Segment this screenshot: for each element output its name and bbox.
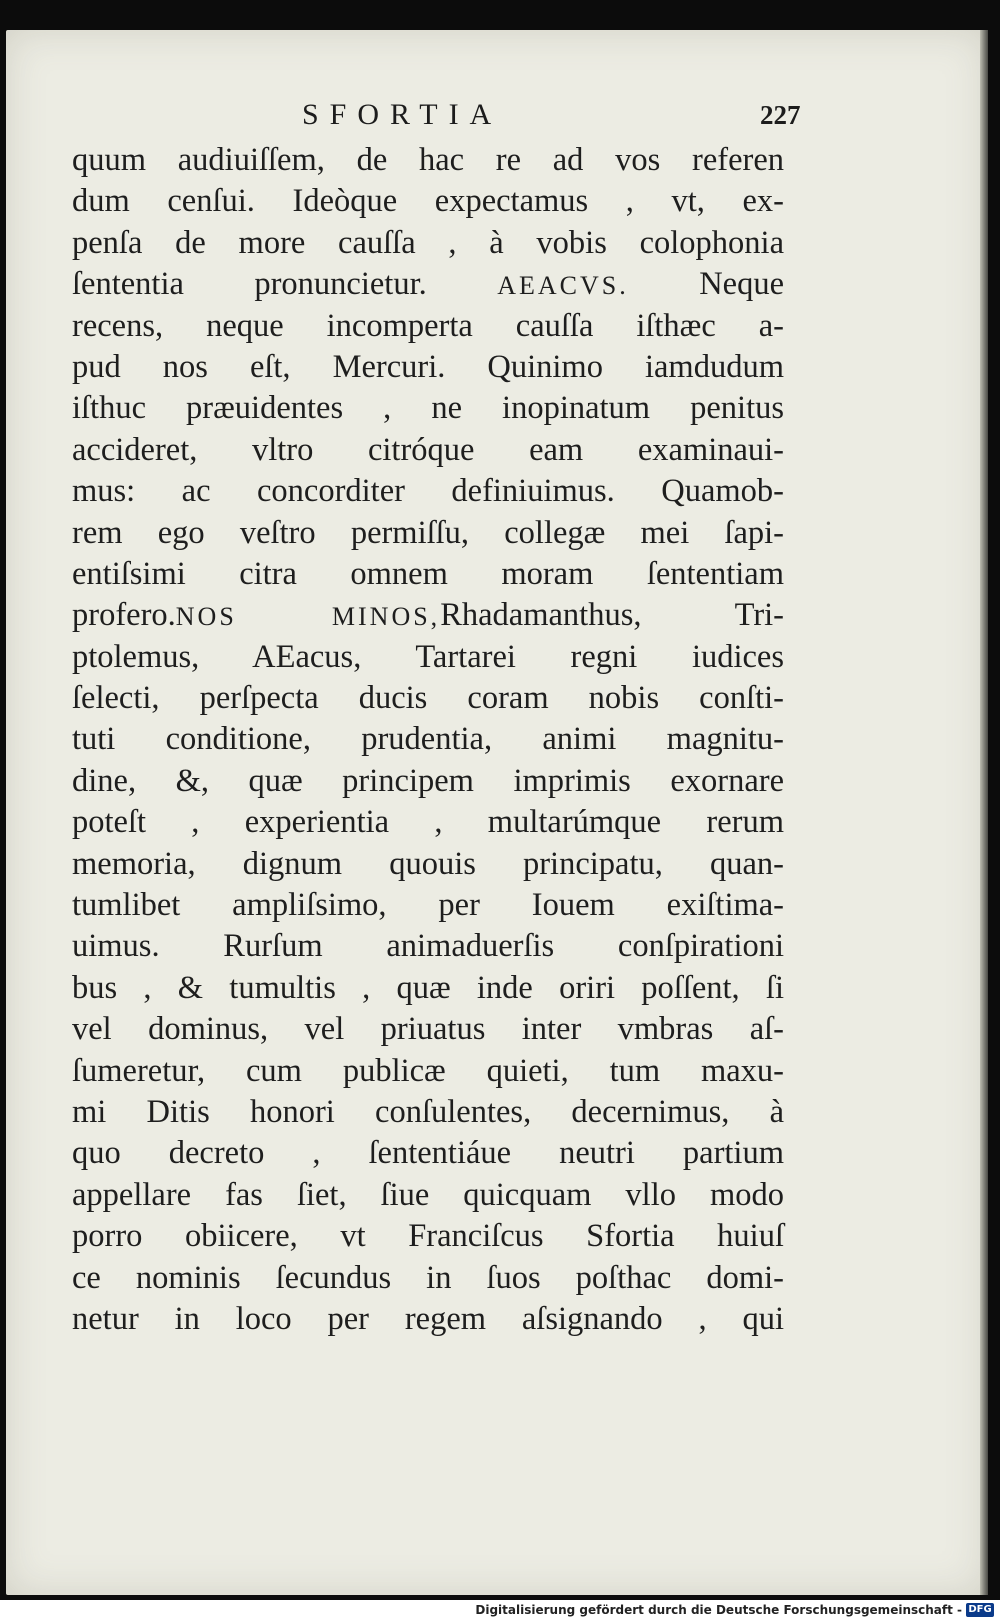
- text-line-24: mi Ditis honori conſulentes, decernimus, à: [72, 1093, 784, 1130]
- text-line-20: uimus. Rurſum animaduerſis conſpirationi: [72, 928, 784, 965]
- text-line-8: accideret, vltro citróque eam examinaui-: [72, 431, 784, 468]
- text-line-25: quo decreto , ſententiáue neutri partium: [72, 1135, 784, 1172]
- text-line-15: tuti conditione, prudentia, animi magnitu-: [72, 721, 784, 758]
- text-line-16: dine, &, quæ principem imprimis exornare: [72, 762, 784, 799]
- speaker-name-aeacus: AEACVS.: [497, 271, 629, 301]
- text-line-4: [72, 264, 784, 305]
- text-segment: profero.: [72, 597, 176, 634]
- dfg-logo: DFG: [966, 1603, 994, 1617]
- text-line-23: ſumeretur, cum publicæ quieti, tum maxu-: [72, 1052, 784, 1089]
- text-segment: Neque: [699, 266, 785, 303]
- text-line-19: tumlibet ampliſsimo, per Iouem exiſtima-: [72, 887, 784, 924]
- text-line-1: quum audiuiſſem, de hac re ad vos referen: [72, 142, 784, 178]
- text-line-29: netur in loco per regem aſsignando , qui: [72, 1300, 784, 1337]
- text-line-9: mus: ac concorditer definiuimus. Quamob-: [72, 473, 784, 510]
- digitization-credit: Digitalisierung gefördert durch die Deutsche Forschungsgemeinschaft -: [475, 1603, 962, 1617]
- text-line-17: poteſt , experientia , multarúmque rerum: [72, 804, 784, 841]
- text-line-13: ptolemus, AEacus, Tartarei regni iudices: [72, 638, 784, 675]
- text-line-12: [72, 595, 784, 636]
- page-number: 227: [760, 100, 801, 130]
- text-line-26: appellare fas ſiet, ſiue quicquam vllo modo: [72, 1176, 784, 1213]
- running-head: SFORTIA: [302, 98, 503, 131]
- text-line-3: penſa de more cauſſa , à vobis colophonia: [72, 224, 784, 261]
- footer-bar: [0, 1600, 1000, 1622]
- text-line-21: bus , & tumultis , quæ inde oriri poſſent, ſi: [72, 969, 784, 1006]
- text-line-10: rem ego veſtro permiſſu, collegæ mei ſapi-: [72, 514, 784, 551]
- text-line-5: recens, neque incomperta cauſſa iſthæc a-: [72, 307, 784, 344]
- text-line-2: dum cenſui. Ideòque expectamus , vt, ex-: [72, 183, 784, 220]
- page-edge: [980, 30, 988, 1595]
- text-line-18: memoria, dignum quouis principatu, quan-: [72, 845, 784, 882]
- text-segment: ſententia pronuncietur.: [72, 266, 427, 303]
- text-line-14: ſelecti, perſpecta ducis coram nobis conſti-: [72, 680, 784, 717]
- text-line-28: ce nominis ſecundus in ſuos poſthac domi-: [72, 1259, 784, 1296]
- text-block: [72, 140, 784, 1340]
- text-segment: Rhadamanthus, Tri-: [440, 597, 784, 634]
- text-line-22: vel dominus, vel priuatus inter vmbras aſ-: [72, 1011, 784, 1048]
- text-line-6: pud nos eſt, Mercuri. Quinimo iamdudum: [72, 348, 784, 385]
- text-line-11: entiſsimi citra omnem moram ſententiam: [72, 555, 784, 592]
- text-line-27: porro obiicere, vt Franciſcus Sfortia huiuſ: [72, 1218, 784, 1255]
- speaker-name-minos: NOS MINOS,: [175, 602, 441, 632]
- text-line-7: iſthuc præuidentes , ne inopinatum penitus: [72, 390, 784, 427]
